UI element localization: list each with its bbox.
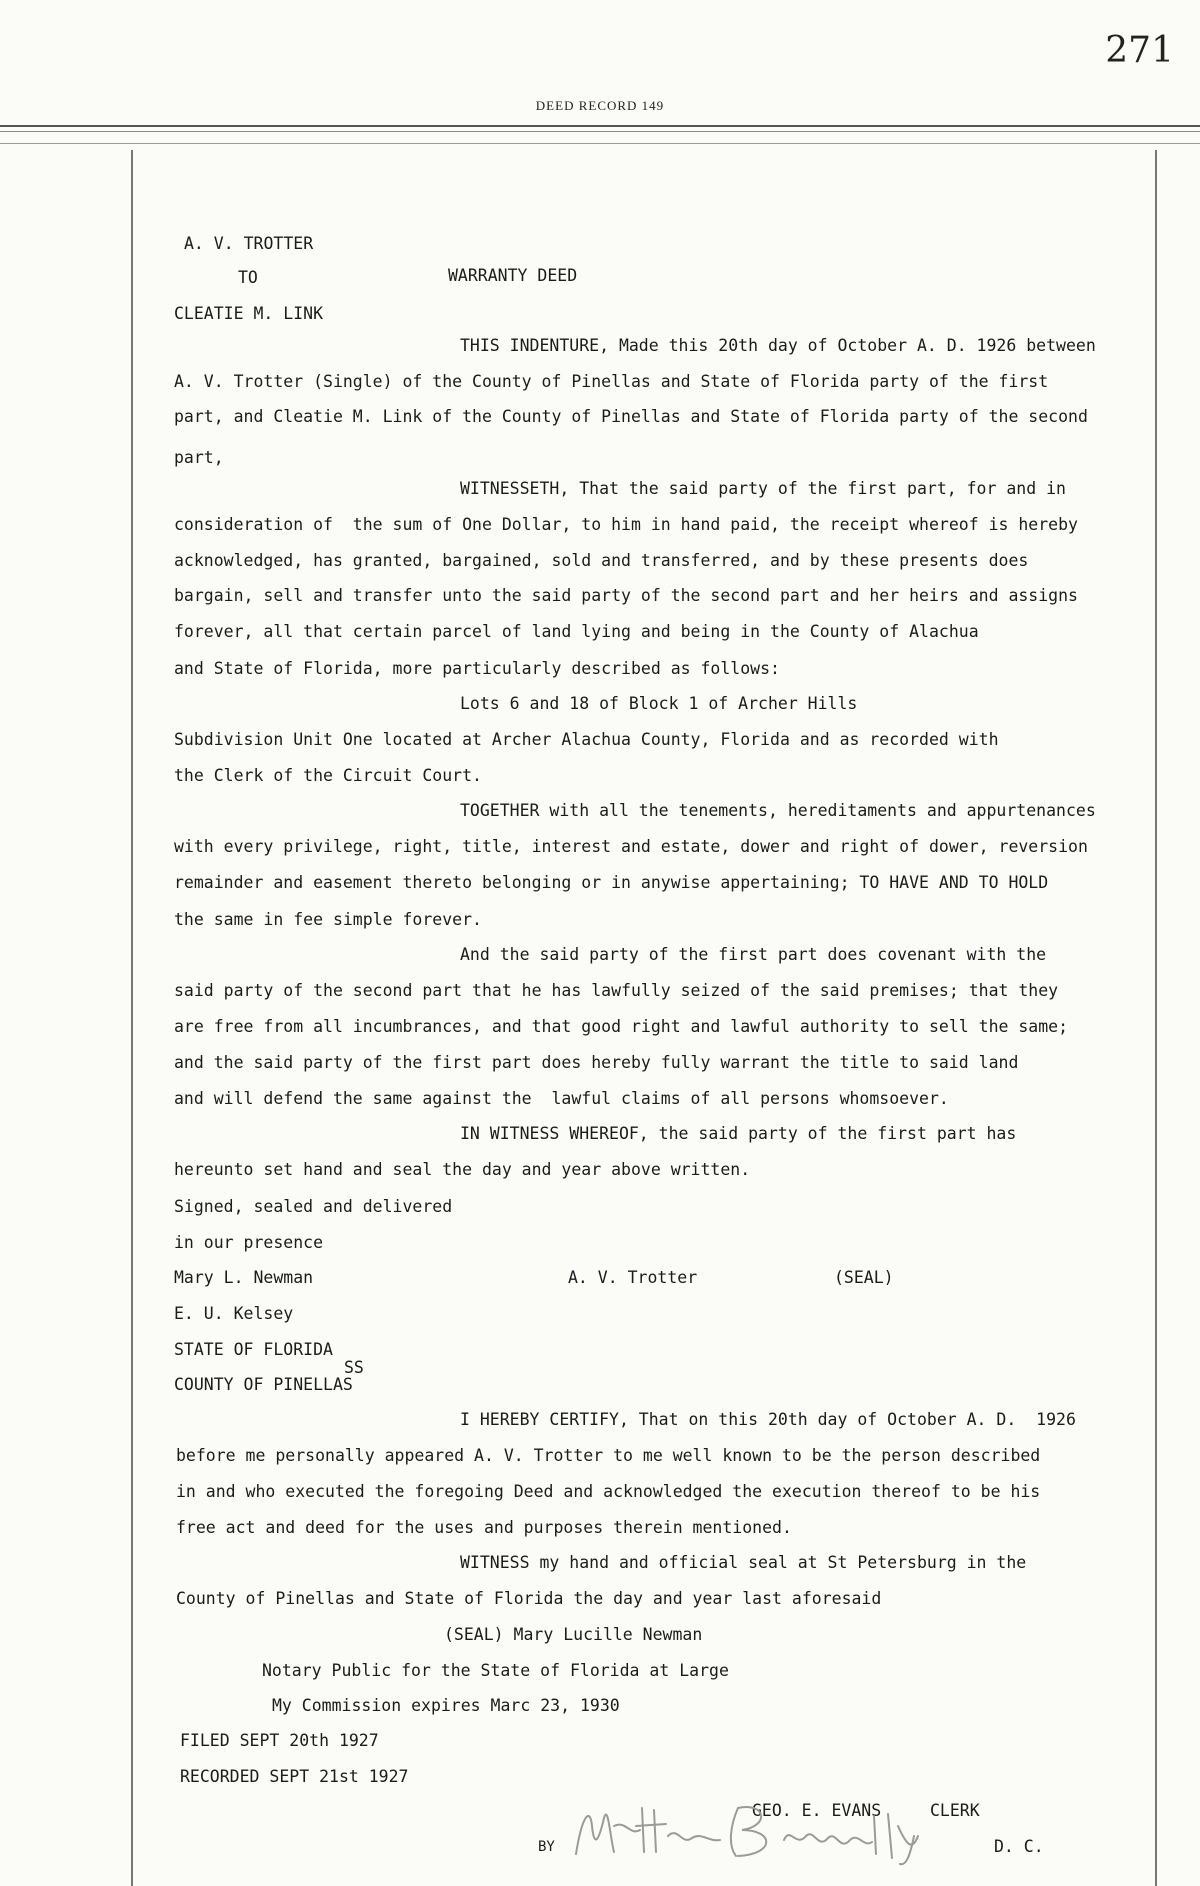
body-line: said party of the second part that he has lawfully seized of the said premises; that they <box>174 981 1059 1000</box>
acknowledgment-line: free act and deed for the uses and purposes therein mentioned. <box>176 1518 792 1537</box>
venue-county: COUNTY OF PINELLAS <box>174 1375 353 1394</box>
body-line: THIS INDENTURE, Made this 20th day of October A. D. 1926 between <box>460 336 1096 355</box>
notary-title: Notary Public for the State of Florida at Large <box>262 1661 729 1680</box>
clerk-name: GEO. E. EVANS <box>752 1801 882 1820</box>
body-line: and State of Florida, more particularly described as follows: <box>174 659 780 678</box>
body-line: and will defend the same against the lawful claims of all persons whomsoever. <box>174 1089 949 1108</box>
acknowledgment-line: WITNESS my hand and official seal at St Petersburg in the <box>460 1553 1027 1572</box>
witness-name: Mary L. Newman <box>174 1268 314 1287</box>
witness-name: E. U. Kelsey <box>174 1304 294 1323</box>
body-line: in our presence <box>174 1233 324 1252</box>
body-line: IN WITNESS WHEREOF, the said party of the first part has <box>460 1124 1017 1143</box>
venue-ss: SS <box>344 1358 364 1377</box>
seal-mark: (SEAL) <box>834 1268 894 1287</box>
body-line: consideration of the sum of One Dollar, to him in hand paid, the receipt whereof is hereby <box>174 515 1078 534</box>
signer-name: A. V. Trotter <box>568 1268 698 1287</box>
body-line: A. V. Trotter (Single) of the County of Pinellas and State of Florida party of the first <box>174 372 1049 391</box>
venue-state: STATE OF FLORIDA <box>174 1340 333 1359</box>
document-type: WARRANTY DEED <box>448 266 578 285</box>
body-line: part, and Cleatie M. Link of the County of Pinellas and State of Florida party of the second <box>174 407 1088 426</box>
body-line: the Clerk of the Circuit Court. <box>174 766 482 785</box>
body-line: And the said party of the first part does covenant with the <box>460 945 1047 964</box>
filed-date: FILED SEPT 20th 1927 <box>180 1731 379 1750</box>
acknowledgment-line: before me personally appeared A. V. Trotter to me well known to be the person described <box>176 1446 1041 1465</box>
body-line: are free from all incumbrances, and that good right and lawful authority to sell the same; <box>174 1017 1069 1036</box>
recorded-date: RECORDED SEPT 21st 1927 <box>180 1767 409 1786</box>
body-line: bargain, sell and transfer unto the said party of the second part and her heirs and assigns <box>174 586 1078 605</box>
body-line: with every privilege, right, title, interest and estate, dower and right of dower, reversion <box>174 837 1088 856</box>
body-line: remainder and easement thereto belonging or in anywise appertaining; TO HAVE AND TO HOLD <box>174 873 1049 892</box>
body-line: the same in fee simple forever. <box>174 910 482 929</box>
notary-commission: My Commission expires Marc 23, 1930 <box>272 1696 620 1715</box>
grantee-caption: CLEATIE M. LINK <box>174 304 324 323</box>
to-caption: TO <box>238 268 258 287</box>
body-line: WITNESSETH, That the said party of the first part, for and in <box>460 479 1066 498</box>
deputy-signature <box>570 1796 950 1866</box>
clerk-title: CLERK <box>930 1801 980 1820</box>
body-line: Subdivision Unit One located at Archer Alachua County, Florida and as recorded with <box>174 730 999 749</box>
acknowledgment-line: I HEREBY CERTIFY, That on this 20th day of October A. D. 1926 <box>460 1410 1076 1429</box>
grantor-caption: A. V. TROTTER <box>184 234 314 253</box>
body-line: acknowledged, has granted, bargained, sold and transferred, and by these presents does <box>174 551 1029 570</box>
body-line: TOGETHER with all the tenements, hereditaments and appurtenances <box>460 801 1096 820</box>
notary-seal-name: (SEAL) Mary Lucille Newman <box>444 1625 703 1644</box>
by-label: BY <box>538 1839 555 1855</box>
body-line: and the said party of the first part does hereby fully warrant the title to said land <box>174 1053 1019 1072</box>
body-line: part, <box>174 448 224 467</box>
page-number: 271 <box>1105 30 1174 71</box>
property-description: Lots 6 and 18 of Block 1 of Archer Hills <box>460 694 858 713</box>
deputy-clerk-label: D. C. <box>994 1837 1044 1856</box>
body-line: forever, all that certain parcel of land lying and being in the County of Alachua <box>174 622 979 641</box>
body-line: hereunto set hand and seal the day and year above written. <box>174 1160 751 1179</box>
body-line: Signed, sealed and delivered <box>174 1197 453 1216</box>
book-header: DEED RECORD 149 <box>535 98 665 113</box>
acknowledgment-line: County of Pinellas and State of Florida the day and year last aforesaid <box>176 1589 882 1608</box>
acknowledgment-line: in and who executed the foregoing Deed and acknowledged the execution thereof to be his <box>176 1482 1041 1501</box>
